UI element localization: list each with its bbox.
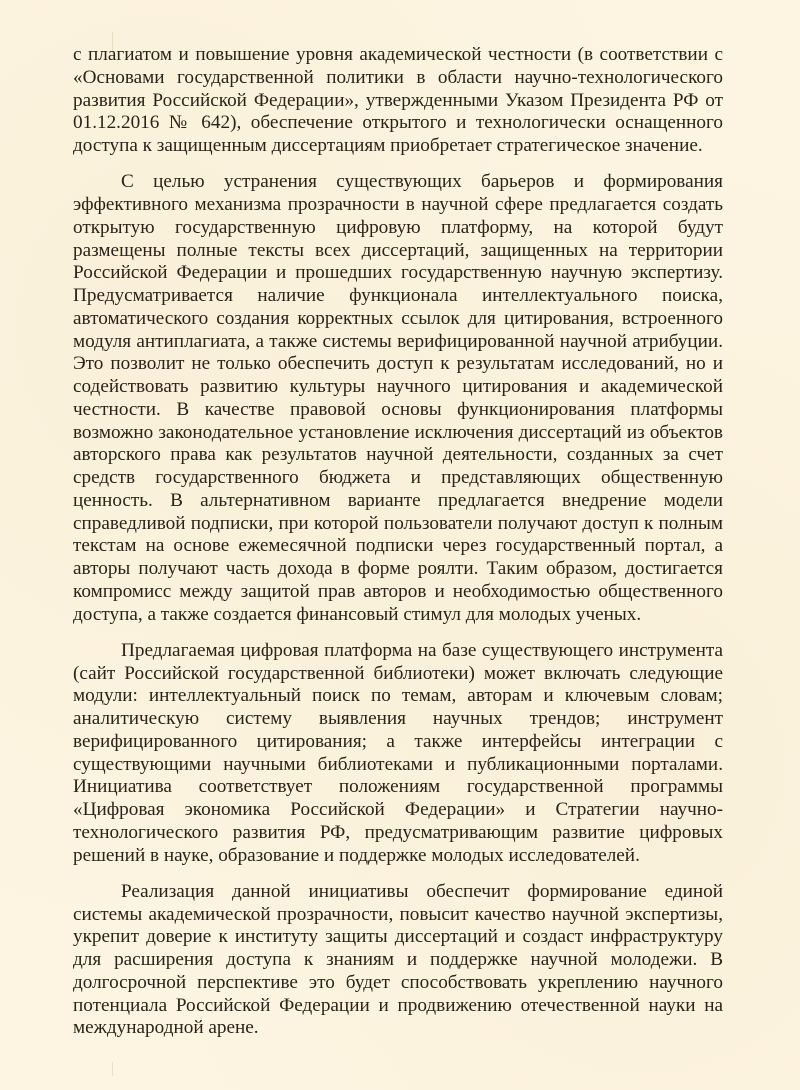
paragraph-1: с плагиатом и повышение уровня академической честности (в соответствии с «Основами государственной политики в области научно-технологического развития Российской Федерации», утвержденными Указом Президента РФ от 01.12.2016 № 642), обеспечение открытого и технологически оснащенного доступа к защищенным диссертациям приобретает стратегическое значение. [73, 44, 723, 156]
paragraph-2: С целью устранения существующих барьеров и формирования эффективного механизма прозрачности в научной сфере предлагается создать открытую государственную цифровую платформу, на которой будут размещены полные тексты всех диссертаций, защищенных на территории Российской Федерации и прошедших государственную научную экспертизу. Предусматривается наличие функционала интеллектуального поиска, автоматического создания корректных ссылок для цитирования, встроенного модуля антиплагиата, а также системы верифицированной научной атрибуции. Это позволит не только обеспечить доступ к результатам исследований, но и содействовать развитию культуры научного цитирования и академической честности. В качестве правовой основы функционирования платформы возможно законодательное установление исключения диссертаций из объектов авторского права как результатов научной деятельности, созданных за счет средств государственного бюджета и представляющих общественную ценность. В альтернативном варианте предлагается внедрение модели справедливой подписки, при которой пользователи получают доступ к полным текстам на основе ежемесячной подписки через государственный портал, а авторы получают часть дохода в форме роялти. Таким образом, достигается компромисс между защитой прав авторов и необходимостью общественного доступа, а также создается финансовый стимул для молодых ученых. [73, 171, 723, 625]
document-page [73, 44, 723, 1054]
margin-mark [112, 1062, 113, 1076]
paragraph-3: Предлагаемая цифровая платформа на базе существующего инструмента (сайт Российской государственной библиотеки) может включать следующие модули: интеллектуальный поиск по темам, авторам и ключевым словам; аналитическую систему выявления научных трендов; инструмент верифицированного цитирования; а также интерфейсы интеграции с существующими научными библиотеками и публикационными порталами. Инициатива соответствует положениям государственной программы «Цифровая экономика Российской Федерации» и Стратегии научно-технологического развития РФ, предусматривающим развитие цифровых решений в науке, образование и поддержке молодых исследователей. [73, 639, 723, 866]
paragraph-4: Реализация данной инициативы обеспечит формирование единой системы академической прозрачности, повысит качество научной экспертизы, укрепит доверие к институту защиты диссертаций и создаст инфраструктуру для расширения доступа к знаниям и поддержке научной молодежи. В долгосрочной перспективе это будет способствовать укреплению научного потенциала Российской Федерации и продвижению отечественной науки на международной арене. [73, 880, 723, 1039]
